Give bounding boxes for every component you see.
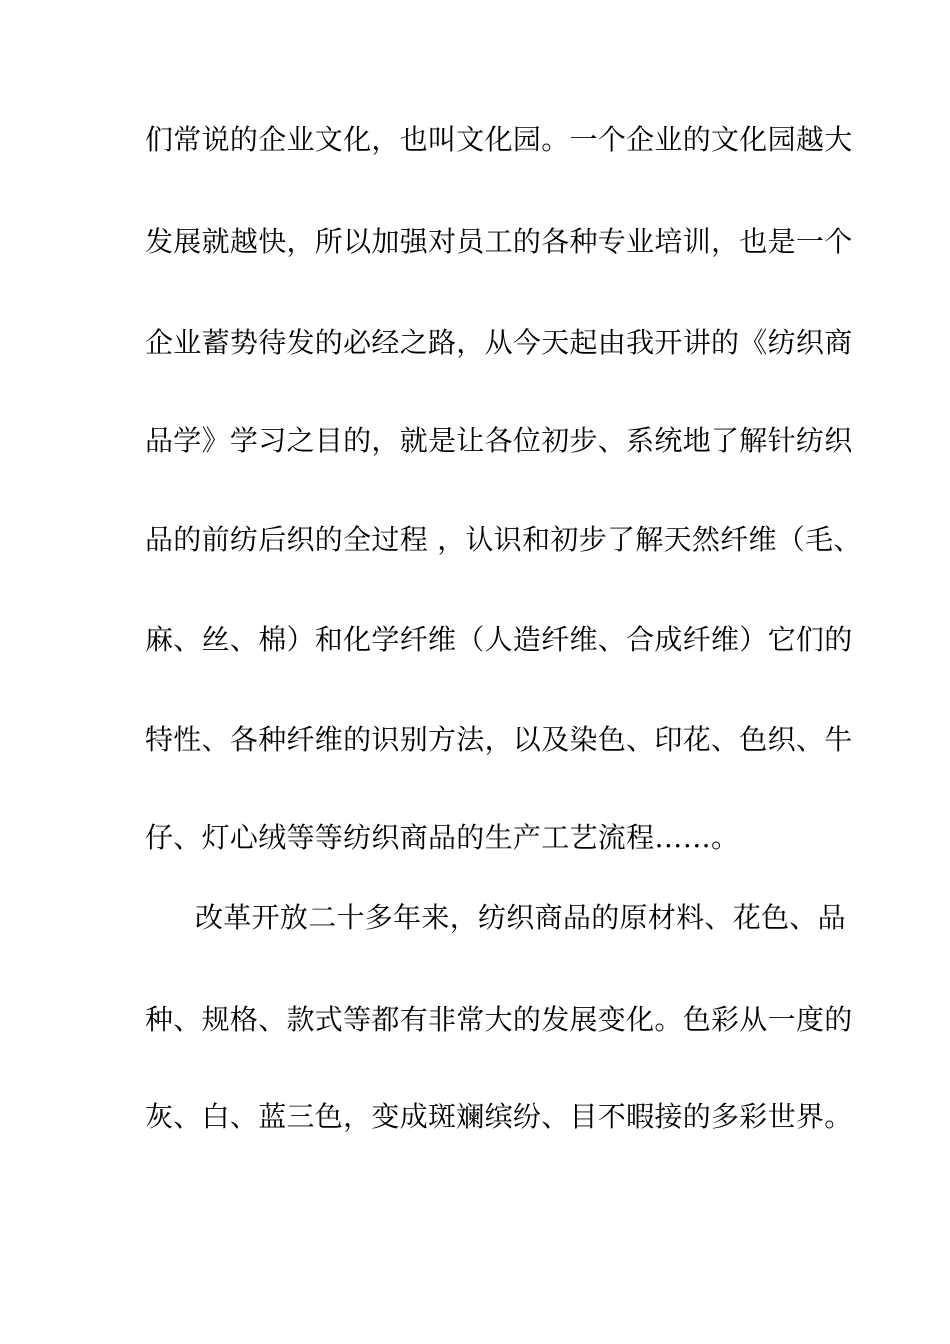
paragraph-line: 种、规格、款式等都有非常大的发展变化。色彩从一度的	[145, 1003, 853, 1036]
paragraph-line: 们常说的企业文化，也叫文化园。一个企业的文化园越大	[145, 123, 853, 156]
paragraph-first-line: 改革开放二十多年来，纺织商品的原材料、花色、品	[195, 901, 846, 934]
paragraph-line: 发展就越快，所以加强对员工的各种专业培训，也是一个	[145, 225, 853, 258]
paragraph-line: 品的前纺后织的全过程 ，认识和初步了解天然纤维（毛、	[145, 523, 862, 556]
paragraph-line: 灰、白、蓝三色，变成斑斓缤纷、目不暇接的多彩世界。	[145, 1100, 853, 1133]
paragraph-line: 品学》学习之目的，就是让各位初步、系统地了解针纺织	[145, 424, 853, 457]
paragraph-line: 麻、丝、棉）和化学纤维（人造纤维、合成纤维）它们的	[145, 623, 853, 656]
paragraph-line: 仔、灯心绒等等纺织商品的生产工艺流程……。	[145, 821, 740, 854]
paragraph-line: 特性、各种纤维的识别方法，以及染色、印花、色织、牛	[145, 723, 853, 756]
paragraph-line: 企业蓄势待发的必经之路，从今天起由我开讲的《纺织商	[145, 326, 853, 359]
